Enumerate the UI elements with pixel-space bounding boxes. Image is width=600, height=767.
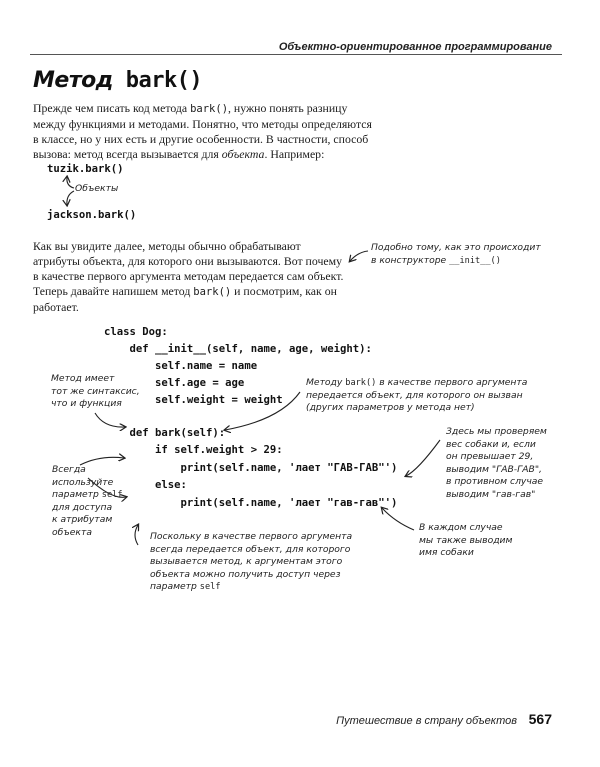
note-always-line-1: Всегда — [52, 464, 86, 475]
arrow-syntax-def — [95, 413, 125, 427]
note-each-line-3: имя собаки — [419, 547, 474, 558]
page-title — [33, 68, 202, 93]
code-line-8: print(self.name, 'лает "ГАВ-ГАВ"') — [104, 462, 398, 474]
note-constructor-code: __init__() — [449, 255, 501, 266]
note-self-line-1 — [306, 377, 546, 390]
note-since-line-5 — [150, 581, 390, 594]
intro-paragraph — [33, 101, 373, 162]
note-syntax-line-3: что и функция — [51, 398, 122, 409]
note-weight-check — [446, 426, 566, 501]
arrow-objects-down — [67, 191, 74, 205]
code-line-10: print(self.name, 'лает "гав-гав"') — [104, 497, 398, 509]
code-line-1: class Dog: — [104, 326, 168, 338]
note-each-line-2: мы также выводим — [419, 534, 513, 546]
intro-text-2: , нужно понять разницу между функциями и методами. Понятно, что методы определяются в классе, но у них есть и другие особенности. В частности, способ вызова: метод всегда вызывается для — [33, 101, 372, 161]
arrow-weight-check — [406, 440, 440, 476]
note-always-text: параметр — [52, 489, 99, 500]
note-since-line-1: Поскольку в качестве первого аргумента — [150, 531, 353, 542]
footer-chapter-title: Путешествие в страну объектов — [336, 715, 517, 727]
code-line-3: self.name = name — [104, 360, 258, 372]
arrow-since-first — [135, 525, 138, 545]
header-divider — [30, 54, 562, 55]
intro-text-1: Прежде чем писать код метода — [33, 101, 188, 115]
note-self-text-b: в качестве первого аргумента — [379, 377, 528, 388]
note-always-line-3 — [52, 489, 132, 502]
write-text-1: Теперь давайте напишем метод — [33, 284, 191, 298]
note-self-line-2: передается объект, для которого он вызван — [306, 389, 523, 401]
write-method-paragraph — [33, 284, 343, 315]
note-always-line-2: используйте — [52, 476, 114, 488]
arrow-constructor-note — [350, 251, 368, 261]
code-line-6: def bark(self): — [104, 427, 226, 439]
arrow-each-case — [382, 508, 414, 530]
note-always-line-4: для доступа — [52, 501, 113, 513]
code-line-9: else: — [104, 479, 187, 491]
code-line-2: def __init__(self, name, age, weight): — [104, 343, 372, 355]
attributes-paragraph: Как вы увидите далее, методы обычно обрабатывают атрибуты объекта, для которого они вызываются. Вот почему в качестве первого аргумента методам передается сам объект. — [33, 239, 344, 283]
code-line-5: self.weight = weight — [104, 394, 283, 406]
example-call-jackson: jackson.bark() — [47, 209, 137, 221]
intro-emphasis: объекта — [221, 147, 265, 161]
note-since-first-argument — [150, 531, 390, 594]
note-each-case — [419, 522, 539, 560]
note-syntax-line-2: тот же синтаксис, — [51, 385, 140, 397]
note-method-syntax — [51, 373, 151, 411]
note-always-use-self — [52, 464, 132, 539]
note-syntax-line-1: Метод имеет — [51, 373, 115, 384]
page-title-prefix: Метод — [33, 68, 113, 93]
note-since-line-2: всегда передается объект, для которого — [150, 543, 351, 555]
write-text-2: и посмотрим, как он работает. — [33, 284, 337, 314]
note-self-code: bark() — [345, 378, 377, 388]
code-line-7: if self.weight > 29: — [104, 444, 283, 456]
intro-text-3: . Например: — [264, 147, 325, 161]
note-each-line-1: В каждом случае — [419, 522, 503, 533]
note-constructor — [371, 242, 571, 267]
note-weight-line-2: вес собаки и, если — [446, 438, 536, 450]
note-always-line-5: к атрибутам — [52, 514, 113, 525]
note-since-line-4: объекта можно получить доступ через — [150, 568, 341, 580]
write-code: bark() — [193, 286, 232, 298]
section-header: Объектно-ориентированное программирование — [278, 41, 552, 53]
note-weight-line-1: Здесь мы проверяем — [446, 426, 547, 437]
note-since-code: self — [199, 582, 221, 592]
note-weight-line-5: в противном случае — [446, 476, 544, 487]
arrow-objects-up — [67, 177, 74, 188]
code-line-4: self.age = age — [104, 377, 245, 389]
note-self-argument — [306, 377, 546, 415]
page-number: 567 — [528, 711, 552, 727]
note-self-text-a: Методу — [306, 377, 343, 388]
note-since-line-3: вызывается метод, к аргументам этого — [150, 556, 343, 567]
note-constructor-line-2 — [371, 255, 571, 268]
note-constructor-text: в конструкторе — [371, 254, 447, 266]
page-title-code: bark() — [125, 68, 203, 93]
note-since-text: параметр — [150, 581, 197, 592]
note-weight-line-3: он превышает 29, — [446, 451, 534, 462]
example-call-tuzik: tuzik.bark() — [47, 163, 124, 175]
intro-code: bark() — [190, 103, 229, 115]
note-always-line-6: объекта — [52, 526, 92, 538]
note-always-code: self — [101, 490, 123, 500]
note-self-line-3: (других параметров у метода нет) — [306, 402, 475, 413]
note-weight-line-6: выводим "гав-гав" — [446, 488, 536, 500]
note-constructor-line-1: Подобно тому, как это происходит — [371, 242, 541, 253]
example-objects-label: Объекты — [75, 183, 119, 194]
note-weight-line-4: выводим "ГАВ-ГАВ", — [446, 463, 542, 475]
